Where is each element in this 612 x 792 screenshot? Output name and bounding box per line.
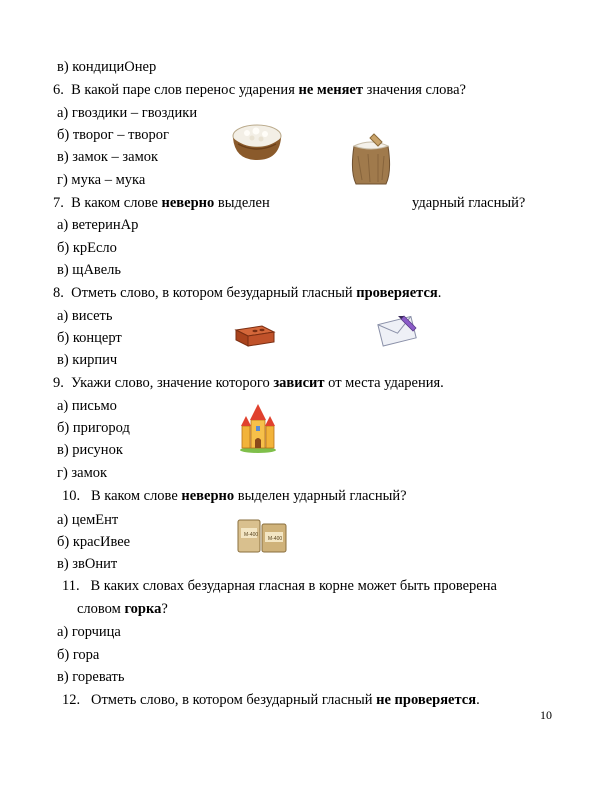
- option-conditioner: в) кондициОнер: [57, 59, 157, 75]
- question-10: 10. В каком слове неверно выделен ударный гласный?: [62, 488, 407, 504]
- question-number: 9.: [53, 375, 64, 391]
- q7-option-c: в) щАвель: [57, 262, 121, 278]
- q8-option-b: б) концерт: [57, 330, 122, 346]
- page-number: 10: [540, 708, 552, 722]
- flour-sack-image: [348, 132, 394, 186]
- q9-option-c: в) рисунок: [57, 442, 123, 458]
- question-7: 7. В каком слове неверно выделен: [53, 195, 270, 211]
- q10-option-c: в) звОнит: [57, 556, 118, 572]
- q6-option-d: г) мука – мука: [57, 172, 146, 188]
- question-8: 8. Отметь слово, в котором безударный гласный проверяется.: [53, 285, 442, 301]
- question-number: 12.: [62, 692, 81, 708]
- q11-option-a: а) горчица: [57, 624, 121, 640]
- question-7-tail: ударный гласный?: [412, 195, 526, 211]
- q9-option-a: а) письмо: [57, 398, 117, 414]
- question-number: 8.: [53, 285, 64, 301]
- q11-option-c: в) горевать: [57, 669, 125, 685]
- brick-image: [234, 318, 276, 348]
- q10-option-a: а) цемЕнт: [57, 512, 119, 528]
- q9-option-b: б) пригород: [57, 420, 130, 436]
- question-9: 9. Укажи слово, значение которого зависит от места ударения.: [53, 375, 444, 391]
- castle-image: [238, 402, 278, 454]
- q6-option-b: б) творог – творог: [57, 127, 169, 143]
- q6-option-c: в) замок – замок: [57, 149, 159, 165]
- envelope-letter-image: [376, 312, 420, 350]
- q7-option-b: б) крЕсло: [57, 240, 117, 256]
- question-11: 11. В каких словах безударная гласная в корне может быть проверена: [62, 578, 497, 594]
- q8-option-a: а) висеть: [57, 308, 113, 324]
- q10-option-b: б) красИвее: [57, 534, 131, 550]
- question-number: 6.: [53, 82, 64, 98]
- question-number: 10.: [62, 488, 81, 504]
- cement-bags-image: [235, 514, 289, 556]
- q6-option-a: а) гвоздики – гвоздики: [57, 105, 198, 121]
- cement-label: M-400: [244, 532, 259, 538]
- cottage-cheese-bowl-image: [230, 120, 284, 164]
- question-number: 7.: [53, 195, 64, 211]
- question-12: 12. Отметь слово, в котором безударный гласный не проверяется.: [62, 692, 480, 708]
- question-11-continuation: словом горка?: [77, 601, 168, 617]
- q7-option-a: а) ветеринАр: [57, 217, 139, 233]
- cement-label: M-400: [268, 536, 283, 542]
- q9-option-d: г) замок: [57, 465, 108, 481]
- question-number: 11.: [62, 578, 80, 594]
- question-6: 6. В какой паре слов перенос ударения не меняет значения слова?: [53, 82, 466, 98]
- q11-option-b: б) гора: [57, 647, 100, 663]
- q8-option-c: в) кирпич: [57, 352, 118, 368]
